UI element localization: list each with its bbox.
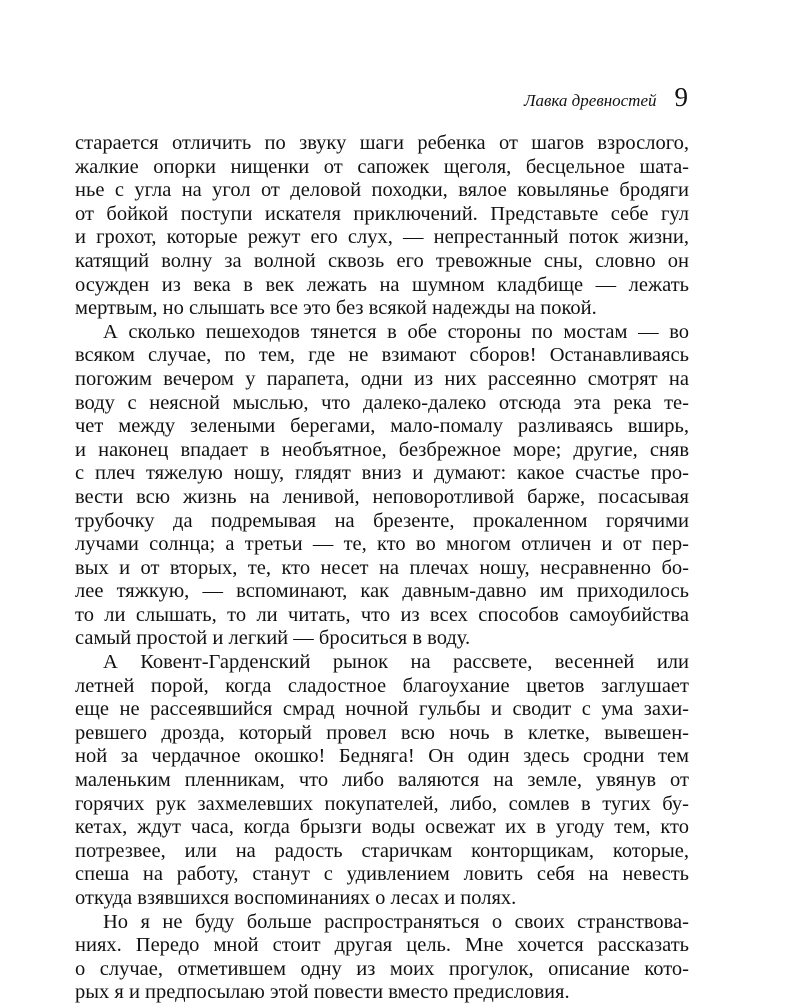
text-line: откуда взявшихся воспоминаниях о лесах и полях. — [75, 887, 517, 909]
text-line: о случае, отметившем одну из моих прогулок, описание кото- — [75, 957, 689, 980]
text-line: маленьким пленникам, что либо валяются на земле, увянув от — [75, 769, 689, 792]
text-line: осужден из века в век лежать на шумном кладбище — лежать — [75, 273, 689, 296]
text-line: ниях. Передо мной стоит другая цель. Мне хочется рассказать — [75, 934, 689, 957]
text-line: мертвым, но слышать все это без всякой надежды на покой. — [75, 297, 597, 320]
text-line: и грохот, которые режут его слух, — непрестанный поток жизни, — [75, 226, 689, 249]
text-line: катящий волну за волной сквозь его тревожные сны, словно он — [75, 249, 689, 272]
text-line: А сколько пешеходов тянется в обе стороны по мостам — во — [103, 320, 689, 343]
text-line: ной за чердачное окошко! Бедняга! Он один здесь сродни тем — [75, 745, 689, 768]
text-line: то ли слышать, то ли читать, что из всех способов самоубийства — [75, 603, 689, 626]
text-line: с плеч тяжелую ношу, глядят вниз и думают: какое счастье про- — [75, 462, 689, 485]
text-line: чет между зелеными берегами, мало-помалу разливаясь вширь, — [75, 415, 689, 438]
text-line: от бойкой поступи искателя приключений. Представьте себе гул — [75, 202, 689, 225]
text-line: потрезвее, или на радость старичкам конторщикам, которые, — [75, 839, 689, 862]
text-line: и наконец впадает в необъятное, безбрежное море; другие, сняв — [75, 438, 689, 461]
text-line: кетах, ждут часа, когда брызги воды освежат их в угоду тем, кто — [75, 816, 689, 839]
text-line: жалкие опорки нищенки от сапожек щеголя, бесцельное шата- — [75, 155, 689, 178]
running-title: Лавка древностей — [524, 91, 657, 110]
text-line: воду с неясной мыслью, что далеко-далеко отсюда эта река те- — [75, 391, 689, 414]
text-line: А Ковент-Гарденский рынок на рассвете, весенней или — [103, 651, 689, 674]
body-text — [75, 132, 689, 1005]
text-line: погожим вечером у парапета, одни из них рассеянно смотрят на — [75, 367, 689, 390]
text-line: рых я и предпосылаю этой повести вместо предисловия. — [75, 981, 570, 1004]
text-line: еще не рассеявшийся смрад ночной гульбы и сводит с ума захи- — [75, 698, 689, 721]
text-line: вых и от вторых, те, кто несет на плечах ношу, несравненно бо- — [75, 556, 689, 579]
page-number: 9 — [674, 82, 688, 112]
text-line: ревшего дрозда, который провел всю ночь в клетке, вывешен- — [75, 721, 689, 744]
running-head — [524, 82, 688, 113]
text-line: нье с угла на угол от деловой походки, вялое ковылянье бродяги — [75, 179, 689, 202]
text-line: вести всю жизнь на ленивой, неповоротливой барже, посасывая — [75, 485, 689, 508]
text-line: лучами солнца; а третьи — те, кто во многом отличен и от пер- — [75, 533, 689, 556]
text-line: Но я не буду больше распространяться о своих странствова- — [103, 910, 689, 933]
text-line: всяком случае, по тем, где не взимают сборов! Останавливаясь — [75, 344, 689, 367]
text-line: лее тяжкую, — вспоминают, как давным-давно им приходилось — [75, 580, 689, 603]
text-line: старается отличить по звуку шаги ребенка от шагов взрослого, — [75, 132, 689, 154]
text-line: спеша на работу, станут с удивлением ловить себя на невесть — [75, 863, 689, 886]
text-line: самый простой и легкий — броситься в воду. — [75, 627, 471, 650]
text-line: трубочку да подремывая на брезенте, прокаленном горячими — [75, 509, 689, 532]
text-line: горячих рук захмелевших покупателей, либо, сомлев в тугих бу- — [75, 792, 689, 815]
text-line: летней порой, когда сладостное благоухание цветов заглушает — [75, 674, 689, 697]
